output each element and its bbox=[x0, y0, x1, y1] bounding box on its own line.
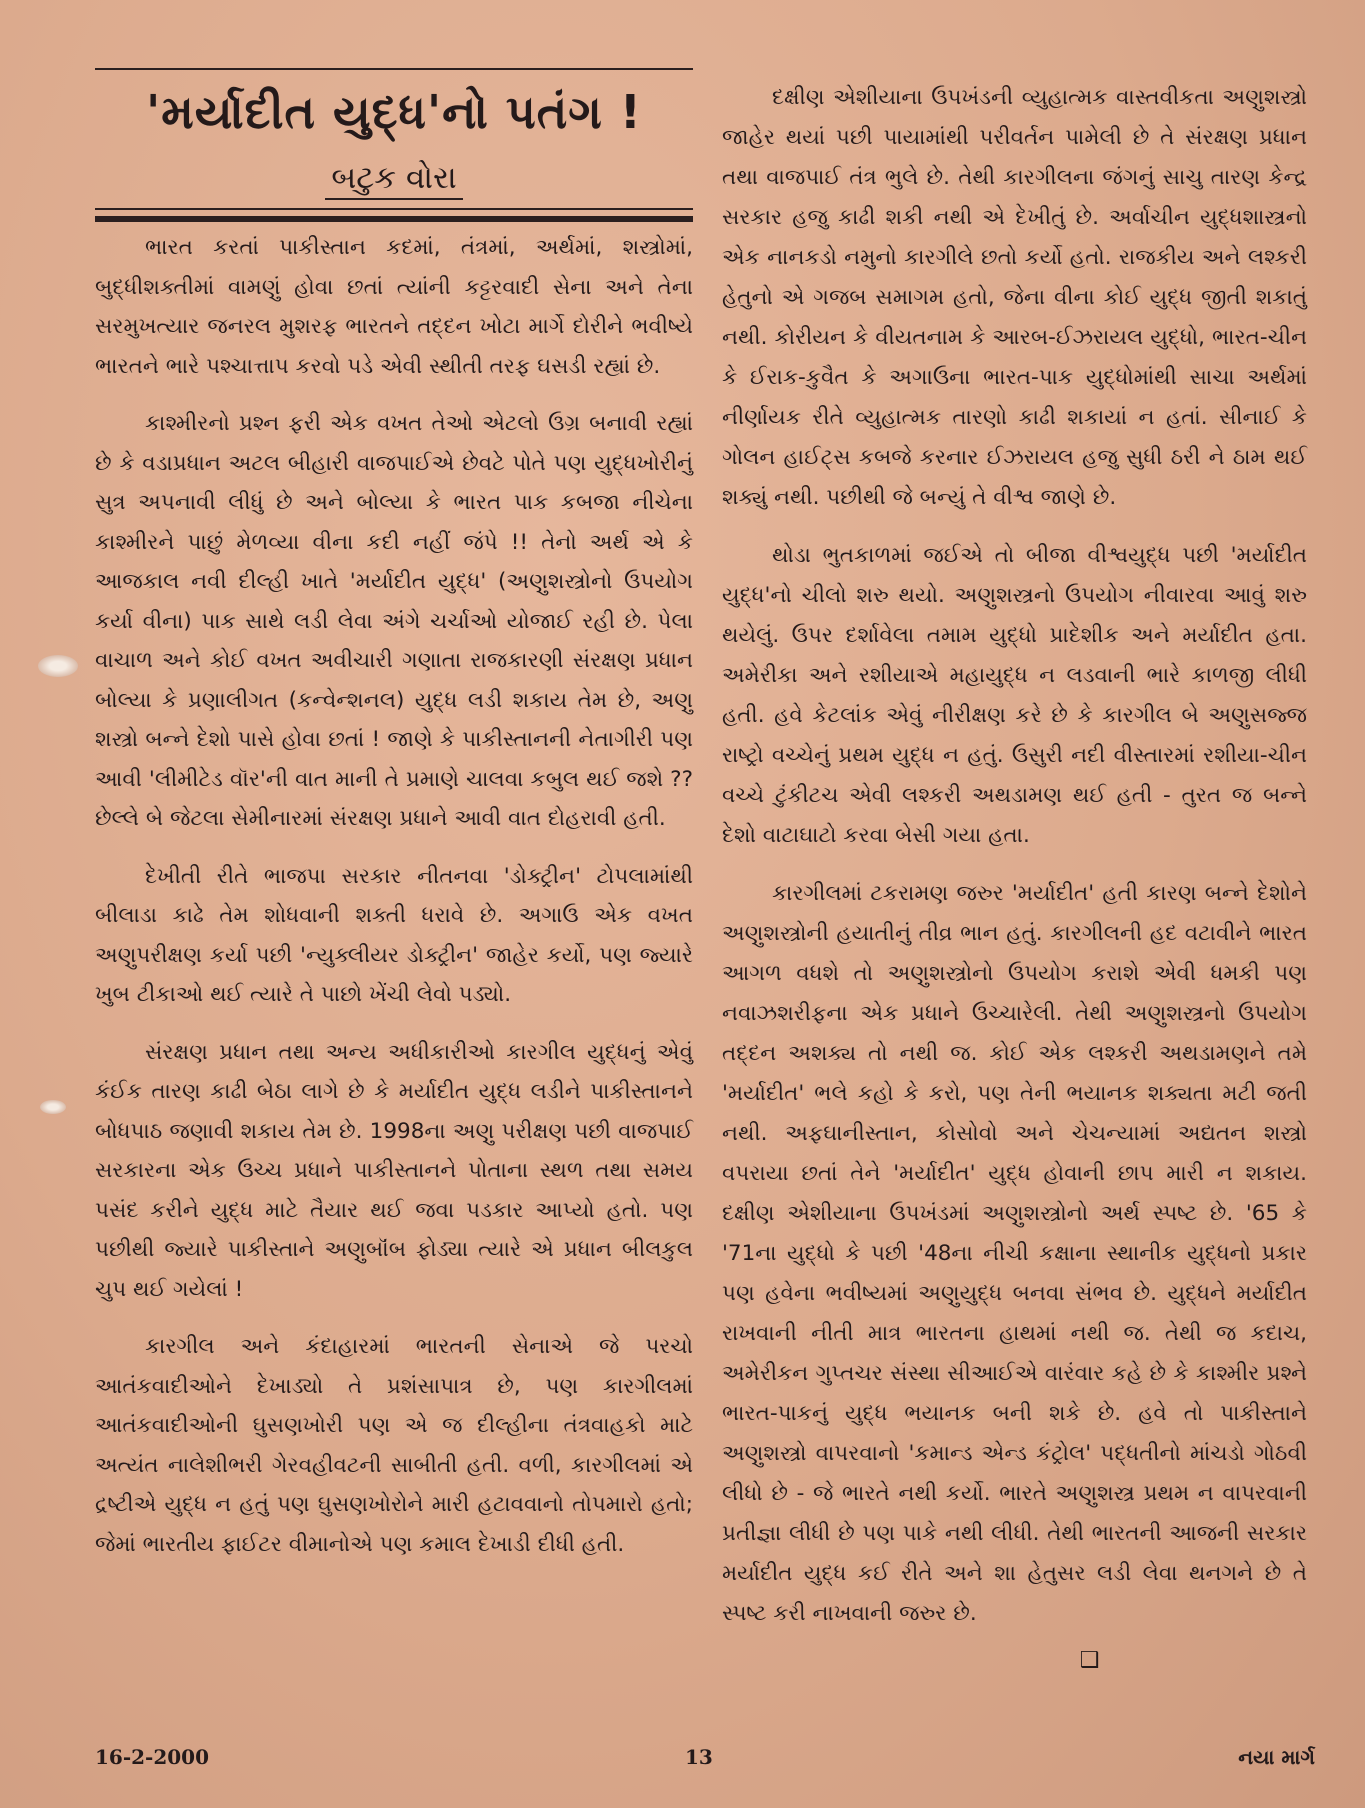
title-bottom-rule bbox=[95, 208, 693, 210]
article-author bbox=[95, 158, 693, 198]
paragraph: દેખીતી રીતે ભાજપા સરકાર નીતનવા 'ડોક્ટ્રીન' ટોપલામાંથી બીલાડા કાઢે તેમ શોધવાની શક્તી ધરાવે છે. અગાઉ એક વખત અણુપરીક્ષણ કર્યા પછી 'ન્યુક્લીયર ડોક્ટ્રીન' જાહેર કર્યો, પણ જ્યારે ખુબ ટીકાઓ થઈ ત્યારે તે પાછો ખેંચી લેવો પડ્યો. bbox=[95, 863, 693, 1007]
article-title: 'મર્યાદીત યુદ્ધ'નો પતંગ ! bbox=[146, 85, 642, 139]
issue-date: 16-2-2000 bbox=[95, 1745, 210, 1769]
author-name: બટુક વોરા bbox=[325, 160, 462, 200]
paragraph: સંરક્ષણ પ્રધાન તથા અન્ય અધીકારીઓ કારગીલ યુદ્ધનું એવું કંઈક તારણ કાઢી બેઠા લાગે છે કે મર્યાદીત યુદ્ધ લડીને પાકીસ્તાનને બોધપાઠ જણાવી શકાય તેમ છે. 1998ના અણુ પરીક્ષણ પછી વાજપાઈ સરકારના એક ઉચ્ચ પ્રધાને પાકીસ્તાનને પોતાના સ્થળ તથા સમય પસંદ કરીને યુદ્ધ માટે તૈયાર થઈ જવા પડકાર આપ્યો હતો. પણ પછીથી જ્યારે પાકીસ્તાને અણુબૉંબ ફોડ્યા ત્યારે એ પ્રધાન બીલકુલ ચુપ થઈ ગયેલાં ! bbox=[95, 1039, 693, 1302]
paper-damage bbox=[38, 655, 78, 677]
paragraph: કારગીલમાં ટકરામણ જરુર 'મર્યાદીત' હતી કારણ બન્ને દેશોને અણુશસ્ત્રોની હયાતીનું તીવ્ર ભાન હતું. કારગીલની હદ વટાવીને ભારત આગળ વધશે તો અણુશસ્ત્રોનો ઉપયોગ કરાશે એવી ધમકી પણ નવાઝશરીફના એક પ્રધાને ઉચ્ચારેલી. તેથી અણુશસ્ત્રનો ઉપયોગ તદ્દન અશક્ય તો નથી જ. કોઈ એક લશ્કરી અથડામણને તમે 'મર્યાદીત' ભલે કહો કે કરો, પણ તેની ભયાનક શક્યતા મટી જતી નથી. અફઘાનીસ્તાન, કોસોવો અને ચેચન્યામાં અદ્યતન શસ્ત્રો વપરાયા છતાં તેને 'મર્યાદીત' યુદ્ધ હોવાની છાપ મારી ન શકાય. દક્ષીણ એશીયાના ઉપખંડમાં અણુશસ્ત્રોનો અર્થ સ્પષ્ટ છે. '65 કે '71ના યુદ્ધો કે પછી '48ના નીચી કક્ષાના સ્થાનીક યુદ્ધનો પ્રકાર પણ હવેના ભવીષ્યમાં અણુયુદ્ધ બનવા સંભવ છે. યુદ્ધને મર્યાદીત રાખવાની નીતી માત્ર ભારતના હાથમાં નથી જ. તેથી જ કદાચ, અમેરીકન ગુપ્તચર સંસ્થા સીઆઈએ વારંવાર કહે છે કે કાશ્મીર પ્રશ્ને ભારત-પાકનું યુદ્ધ ભયાનક બની શકે છે. હવે તો પાકીસ્તાને અણુશસ્ત્રો વાપરવાનો 'કમાન્ડ એન્ડ કંટ્રોલ' પદ્ધતીનો માંચડો ગોઠવી લીધો છે - જે ભારતે નથી કર્યો. ભારતે અણુશસ્ત્ર પ્રથમ ન વાપરવાની પ્રતીજ્ઞા લીધી છે પણ પાકે નથી લીધી. તેથી ભારતની આજની સરકાર મર્યાદીત યુદ્ધ કઈ રીતે અને શા હેતુસર લડી લેવા થનગને છે તે સ્પષ્ટ કરી નાખવાની જરુર છે. bbox=[722, 881, 1307, 1626]
paragraph: કારગીલ અને કંદાહારમાં ભારતની સેનાએ જે પરચો આતંકવાદીઓને દેખાડ્યો તે પ્રશંસાપાત્ર છે, પણ કારગીલમાં આતંકવાદીઓની ઘુસણખોરી પણ એ જ દીલ્હીના તંત્રવાહકો માટે અત્યંત નાલેશીભરી ગેરવહીવટની સાબીતી હતી. વળી, કારગીલમાં એ દ્રષ્ટીએ યુદ્ધ ન હતું પણ ઘુસણખોરોને મારી હટાવવાનો તોપમારો હતો; જેમાં ભારતીય ફાઈટર વીમાનોએ પણ કમાલ દેખાડી દીધી હતી. bbox=[95, 1334, 693, 1557]
title-bottom-thick-rule bbox=[95, 216, 693, 222]
right-column bbox=[722, 78, 1307, 1673]
page-footer bbox=[95, 1745, 1315, 1775]
paper-damage bbox=[40, 1100, 66, 1114]
article-end-mark: ❑ bbox=[1079, 1648, 1100, 1673]
magazine-name: નયા માર્ગ bbox=[1238, 1745, 1315, 1769]
title-top-rule bbox=[95, 68, 693, 70]
paragraph: થોડા ભુતકાળમાં જઈએ તો બીજા વીશ્વયુદ્ધ પછી 'મર્યાદીત યુદ્ધ'નો ચીલો શરુ થયો. અણુશસ્ત્રનો ઉપયોગ નીવારવા આવું શરુ થયેલું. ઉપર દર્શાવેલા તમામ યુદ્ધો પ્રાદેશીક અને મર્યાદીત હતા. અમેરીકા અને રશીયાએ મહાયુદ્ધ ન લડવાની ભારે કાળજી લીધી હતી. હવે કેટલાંક એવું નીરીક્ષણ કરે છે કે કારગીલ બે અણુસજ્જ રાષ્ટ્રો વચ્ચેનું પ્રથમ યુદ્ધ ન હતું. ઉસુરી નદી વીસ્તારમાં રશીયા-ચીન વચ્ચે ટુંકીટચ એવી લશ્કરી અથડામણ થઈ હતી - તુરત જ બન્ને દેશો વાટાઘાટો કરવા બેસી ગયા હતા. bbox=[722, 543, 1307, 848]
paragraph: કાશ્મીરનો પ્રશ્ન ફરી એક વખત તેઓ એટલો ઉગ્ર બનાવી રહ્યાં છે કે વડાપ્રધાન અટલ બીહારી વાજપાઈએ છેવટે પોતે પણ યુદ્ધખોરીનું સુત્ર અપનાવી લીધું છે અને બોલ્યા કે ભારત પાક કબજા નીચેના કાશ્મીરને પાછું મેળવ્યા વીના કદી નહીં જંપે !! તેનો અર્થ એ કે આજકાલ નવી દીલ્હી ખાતે 'મર્યાદીત યુદ્ધ' (અણુશસ્ત્રોનો ઉપયોગ કર્યા વીના) પાક સાથે લડી લેવા અંગે ચર્ચાઓ યોજાઈ રહી છે. પેલા વાચાળ અને કોઈ વખત અવીચારી ગણાતા રાજકારણી સંરક્ષણ પ્રધાન બોલ્યા કે પ્રણાલીગત (કન્વેન્શનલ) યુદ્ધ લડી શકાય તેમ છે, અણુ શસ્ત્રો બન્ને દેશો પાસે હોવા છતાં ! જાણે કે પાકીસ્તાનની નેતાગીરી પણ આવી 'લીમીટેડ વૉર'ની વાત માની તે પ્રમાણે ચાલવા કબુલ થઈ જશે ?? છેલ્લે બે જેટલા સેમીનારમાં સંરક્ષણ પ્રધાને આવી વાત દોહરાવી હતી. bbox=[95, 411, 693, 831]
paragraph: દક્ષીણ એશીયાના ઉપખંડની વ્યુહાત્મક વાસ્તવીકતા અણુશસ્ત્રો જાહેર થયાં પછી પાયામાંથી પરીવર્તન પામેલી છે તે સંરક્ષણ પ્રધાન તથા વાજપાઈ તંત્ર ભુલે છે. તેથી કારગીલના જંગનું સાચુ તારણ કેન્દ્ર સરકાર હજુ કાઢી શકી નથી એ દેખીતું છે. અર્વાચીન યુદ્ધશાસ્ત્રનો એક નાનકડો નમુનો કારગીલે છતો કર્યો હતો. રાજકીય અને લશ્કરી હેતુનો એ ગજબ સમાગમ હતો, જેના વીના કોઈ યુદ્ધ જીતી શકાતું નથી. કોરીયન કે વીયતનામ કે આરબ-ઈઝરાયલ યુદ્ધો, ભારત-ચીન કે ઈરાક-કુવૈત કે અગાઉના ભારત-પાક યુદ્ધોમાંથી સાચા અર્થમાં નીર્ણાયક રીતે વ્યુહાત્મક તારણો કાઢી શકાયાં ન હતાં. સીનાઈ કે ગોલન હાઈટ્સ કબજે કરનાર ઈઝરાયલ હજુ સુધી ઠરી ને ઠામ થઈ શક્યું નથી. પછીથી જે બન્યું તે વીશ્વ જાણે છે. bbox=[722, 85, 1307, 510]
paragraph: ભારત કરતાં પાકીસ્તાન કદમાં, તંત્રમાં, અર્થમાં, શસ્ત્રોમાં, બુદ્ધીશક્તીમાં વામણું હોવા છતાં ત્યાંની કટ્ટરવાદી સેના અને તેના સરમુખત્યાર જનરલ મુશરફ ભારતને તદ્દન ખોટા માર્ગે દોરીને ભવીષ્યે ભારતને ભારે પશ્ચાત્તાપ કરવો પડે એવી સ્થીતી તરફ ઘસડી રહ્યાં છે. bbox=[95, 235, 693, 379]
left-column bbox=[95, 68, 693, 1582]
page-number: 13 bbox=[685, 1745, 713, 1769]
